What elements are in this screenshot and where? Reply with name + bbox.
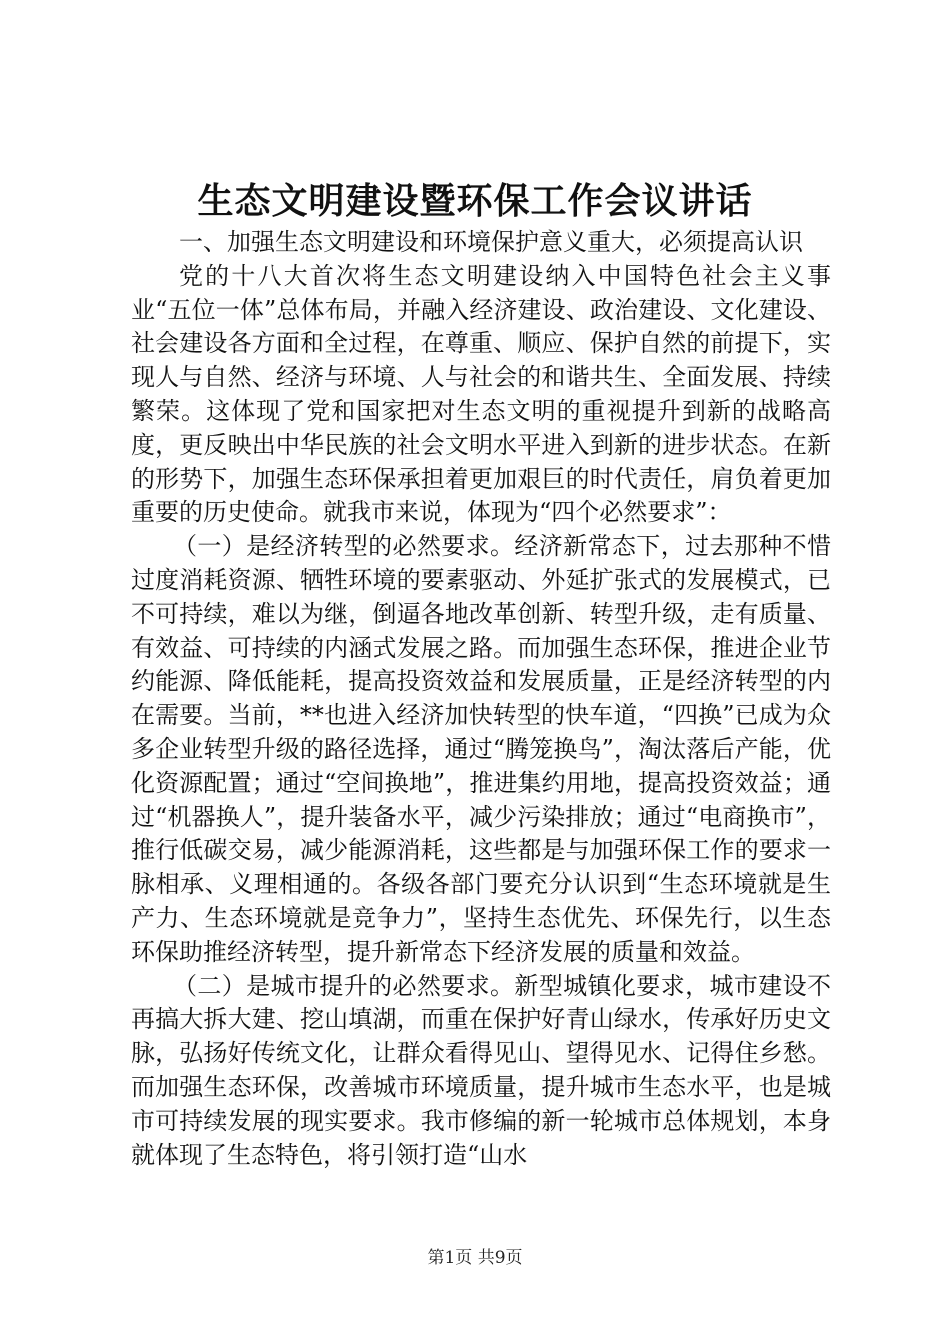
- body-paragraph: （一）是经济转型的必然要求。经济新常态下，过去那种不惜过度消耗资源、牺牲环境的要素驱动、外延扩张式的发展模式，已不可持续，难以为继，倒逼各地改革创新、转型升级，走有质量、有效益、可持续的内涵式发展之路。而加强生态环保，推进企业节约能源、降低能耗，提高投资效益和发展质量，正是经济转型的内在需要。当前，**也进入经济加快转型的快车道，“四换”已成为众多企业转型升级的路径选择，通过“腾笼换鸟”，淘汰落后产能，优化资源配置；通过“空间换地”，推进集约用地，提高投资效益；通过“机器换人”，提升装备水平，减少污染排放；通过“电商换市”，推行低碳交易，减少能源消耗，这些都是与加强环保工作的要求一脉相承、义理相通的。各级各部门要充分认识到“生态环境就是生产力、生态环境就是竞争力”，坚持生态优先、环保先行，以生态环保助推经济转型，提升新常态下经济发展的质量和效益。: [131, 532, 831, 966]
- page-number-footer: 第1页 共9页: [427, 1248, 523, 1268]
- document-title: 生态文明建设暨环保工作会议讲话: [197, 180, 753, 222]
- body-paragraph: 党的十八大首次将生态文明建设纳入中国特色社会主义事业“五位一体”总体布局，并融入经济建设、政治建设、文化建设、社会建设各方面和全过程，在尊重、顺应、保护自然的前提下，实现人与自然、经济与环境、人与社会的和谐共生、全面发展、持续繁荣。这体现了党和国家把对生态文明的重视提升到新的战略高度，更反映出中华民族的社会文明水平进入到新的进步状态。在新的形势下，加强生态环保承担着更加艰巨的时代责任，肩负着更加重要的历史使命。就我市来说，体现为“四个必然要求”：: [131, 261, 831, 527]
- document-body: [131, 226, 831, 1172]
- section-heading: 一、加强生态文明建设和环境保护意义重大，必须提高认识: [179, 228, 803, 256]
- body-paragraph: （二）是城市提升的必然要求。新型城镇化要求，城市建设不再搞大拆大建、挖山填湖，而重在保护好青山绿水，传承好历史文脉，弘扬好传统文化，让群众看得见山、望得见水、记得住乡愁。而加强生态环保，改善城市环境质量，提升城市生态水平，也是城市可持续发展的现实要求。我市修编的新一轮城市总体规划，本身就体现了生态特色，将引领打造“山水: [131, 971, 831, 1169]
